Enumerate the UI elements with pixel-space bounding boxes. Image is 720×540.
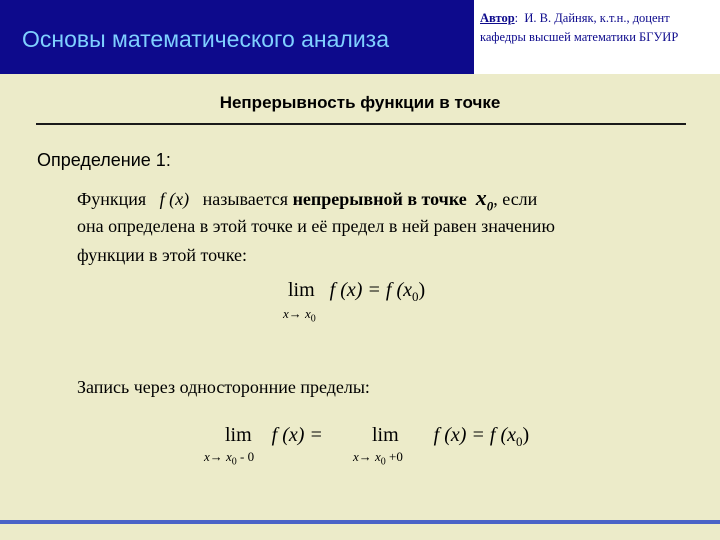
- formula-left-subscript: [204, 449, 254, 468]
- point-x0-sub: 0: [486, 198, 494, 214]
- formula-right-subscript: [353, 449, 403, 468]
- formula-limit-under: x→ x: [283, 306, 311, 321]
- word-called: называется: [202, 189, 289, 209]
- author-colon: :: [514, 11, 519, 25]
- author-label: Автор: [480, 11, 515, 25]
- formula-limit-expr-close: ): [418, 279, 426, 301]
- definition-line-2: она определена в этой точке и её предел в ней равен значению: [77, 216, 555, 236]
- formula-right-expr-main: f (x) = f (x: [433, 424, 517, 446]
- word-if: , если: [493, 189, 538, 209]
- definition-line-1: [77, 183, 677, 212]
- author-department: кафедры высшей математики БГУИР: [480, 30, 679, 44]
- term-continuous-at-point: непрерывной в точке: [292, 189, 467, 209]
- formula-right-under-sub: 0: [380, 456, 386, 468]
- slide-title: Непрерывность функции в точке: [219, 93, 501, 112]
- formula-limit-under-sub: 0: [310, 313, 316, 325]
- function-notation: f (x): [159, 189, 190, 209]
- formula-left-expression: f (x) =: [271, 424, 323, 446]
- author-name: И. В. Дайняк, к.т.н., доцент: [524, 11, 670, 25]
- title-divider: [36, 123, 686, 125]
- formula-limit: [288, 279, 425, 305]
- formula-left-under: x→ x: [204, 449, 232, 464]
- formula-left-lim: [225, 424, 323, 447]
- formula-limit-expr-main: f (x) = f (x: [329, 279, 413, 301]
- formula-right-expression: [433, 424, 530, 449]
- word-function: Функция: [77, 189, 147, 209]
- formula-right-under: x→ x: [353, 449, 381, 464]
- formula-right-lim: [372, 424, 529, 450]
- definition-paragraph: [77, 183, 677, 270]
- bottom-divider: [0, 520, 720, 524]
- author-box: [474, 0, 720, 74]
- definition-line-3: функции в этой точке:: [77, 245, 247, 265]
- definition-label: Определение 1:: [37, 150, 171, 170]
- formula-limit-lim: lim: [288, 279, 315, 301]
- one-sided-limits-label: Запись через односторонние пределы:: [77, 377, 370, 397]
- header-bar: [0, 0, 720, 74]
- formula-left-under-tail: - 0: [236, 449, 255, 464]
- point-x0-base: x: [475, 185, 487, 210]
- formula-limit-expression: [329, 279, 426, 304]
- formula-left-lim-word: lim: [225, 424, 252, 446]
- author-line: [480, 9, 720, 28]
- course-title: Основы математического анализа: [22, 26, 390, 52]
- formula-left-under-sub: 0: [231, 456, 237, 468]
- formula-right-under-tail: +0: [385, 449, 403, 464]
- formula-limit-subscript: [283, 306, 316, 325]
- formula-right-expr-close: ): [522, 424, 530, 446]
- formula-limit-expr-sub: 0: [412, 289, 419, 304]
- formula-right-lim-word: lim: [372, 424, 399, 446]
- point-x0: [475, 185, 494, 214]
- formula-right-expr-sub: 0: [516, 434, 523, 449]
